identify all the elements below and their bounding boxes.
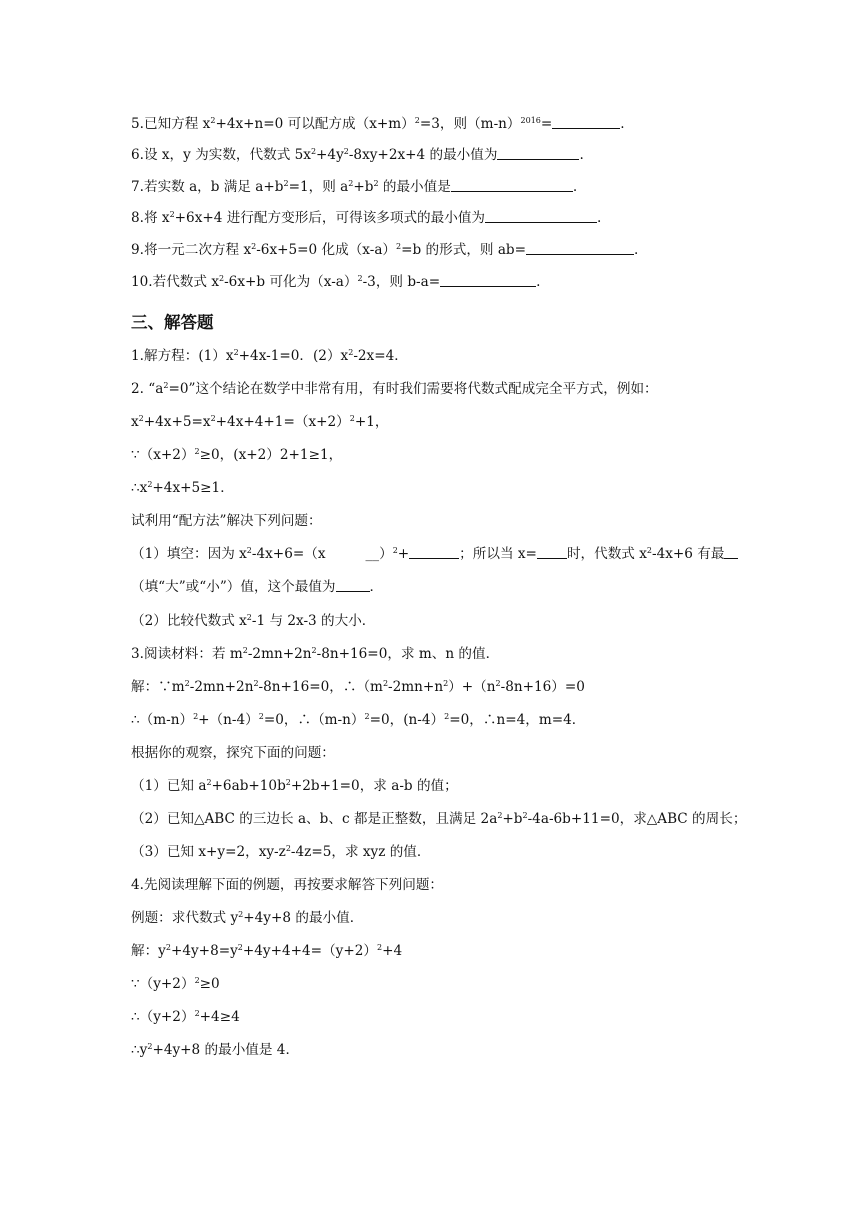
text-run: . [620,116,625,132]
text-run: +6ab+10b [211,778,286,794]
text-run: ∵（y+2） [131,976,195,992]
text-run: （1）填空：因为 x [131,546,247,562]
text-run: =0，∴（m-n） [263,712,365,728]
text-line [131,777,458,795]
text-run: +6x+4 进行配方变形后，可得该多项式的最小值为 [174,210,486,226]
section-heading [131,314,214,332]
text-run: +4y+4+4=（y+2） [242,943,377,959]
text-run: 8.将 x [131,210,170,226]
superscript: 2 [194,976,200,985]
text-line [131,942,402,960]
superscript: 2 [382,679,389,688]
superscript: 2 [443,679,449,688]
text-run: ）+（n [448,679,496,695]
text-run: -1 与 2x-3 的大小． [251,613,376,629]
superscript: 2 [237,943,243,952]
text-run: -6x+b 可化为（x-a） [224,274,358,290]
text-run: -2mn+n [388,679,444,695]
text-run: +（n-4） [198,712,259,728]
text-run: （3）已知 x+y=2，xy-z [131,844,286,860]
superscript: 2 [194,447,200,456]
text-run: 例题：求代数式 y [131,910,239,926]
text-run: +4 [382,943,403,959]
text-line [131,843,430,861]
text-run: 10.若代数式 x [131,274,219,290]
text-run: 时，代数式 x [566,546,647,562]
text-run: =3，则（m-n） [419,116,521,132]
text-line [131,273,540,291]
text-run: -3，则 b-a= [362,274,441,290]
text-run: . [572,179,578,195]
text-run: （2）比较代数式 x [131,613,247,629]
superscript: 2 [414,116,420,125]
text-run: . [597,210,602,226]
text-run: 试利用“配方法”解决下列问题： [131,513,322,529]
text-line [131,744,335,762]
superscript: 2 [165,943,171,952]
superscript: 2 [206,778,212,787]
text-run: + [397,546,410,562]
superscript: 2 [238,910,244,919]
text-line [131,479,234,497]
text-line [131,678,585,696]
superscript: 2 [357,274,363,283]
superscript: 2 [444,712,450,721]
text-run: +4y+8=y [170,943,238,959]
answer-blank [485,209,597,223]
text-run: -4z=5，求 xyz 的值． [290,844,431,860]
superscript: 2 [233,348,239,357]
superscript: 2 [495,679,501,688]
superscript: 2 [285,844,291,853]
superscript: 2 [246,613,252,622]
text-line [131,347,408,365]
superscript: 2 [138,414,144,423]
answer-blank [552,115,620,129]
text-run: -8n+16）=0 [500,679,585,695]
superscript: 2016 [520,116,541,125]
text-run: ∴x [131,480,148,496]
answer-blank [724,545,738,559]
text-run: +4x-1=0．(2）x [238,348,349,364]
text-line [131,1008,240,1026]
text-run: . [634,242,639,258]
text-run: x [131,414,139,430]
superscript: 2 [283,179,289,188]
superscript: 2 [258,712,264,721]
text-run: ∴（m-n） [131,712,194,728]
text-line [131,380,658,398]
text-run: +b [353,179,374,195]
superscript: 2 [522,811,528,820]
text-run: 3.阅读材料：若 m [131,646,243,662]
answer-blank [497,146,579,160]
text-line [131,909,363,927]
text-run: 的最小值是 [378,179,451,195]
text-run: ∴y [131,1042,148,1058]
text-run: ∵（x+2） [131,447,195,463]
text-run: +b [502,811,523,827]
text-run: -4a-6b+11=0，求△ABC 的周长； [527,811,747,827]
superscript: 2 [373,179,379,188]
text-run: （1）已知 a [131,778,207,794]
text-run: 1.解方程：(1）x [131,348,234,364]
text-line [131,512,322,530]
answer-blank [336,578,370,592]
text-run: =1，则 a [288,179,349,195]
text-line [131,209,601,227]
text-run: __） [365,546,393,562]
superscript: 2 [646,546,652,555]
text-line [131,545,738,563]
text-run: =0”这个结论在数学中非常有用，有时我们需要将代数式配成完全平方式，例如： [168,381,658,397]
text-run: -2x=4． [353,348,408,364]
superscript: 2 [348,348,354,357]
text-run: +4y [316,147,344,163]
text-line [131,115,625,133]
text-line [131,446,342,464]
text-run: -4x+6 有最 [652,546,725,562]
superscript: 2 [311,646,317,655]
superscript: 2 [242,646,248,655]
text-run: 根据你的观察，探究下面的问题： [131,745,335,761]
text-line [131,413,388,431]
text-line [131,178,577,196]
text-run: -8n+16=0，∴（m [258,679,383,695]
text-line [131,645,499,663]
answer-blank [409,545,459,559]
superscript: 2 [392,546,398,555]
superscript: 2 [194,1009,200,1018]
text-run: =0，(n-4） [369,712,445,728]
text-line [131,146,584,164]
text-run: +1， [354,414,389,430]
answer-blank [526,241,634,255]
text-run: （2）已知△ABC 的三边长 a、b、c 都是正整数，且满足 2a [131,811,498,827]
text-run: 6.设 x，y 为实数，代数式 5x [131,147,311,163]
text-run: 解：y [131,943,166,959]
superscript: 2 [210,116,216,125]
text-run: -8xy+2x+4 的最小值为 [348,147,498,163]
superscript: 2 [210,414,216,423]
text-run: （填“大”或“小”）值，这个最值为 [131,579,336,595]
text-run: ≥0，(x+2）2+1≥1， [199,447,343,463]
text-run: +4x+5=x [143,414,211,430]
superscript: 2 [364,712,370,721]
text-line [131,711,585,729]
text-line [131,612,375,630]
superscript: 2 [169,210,175,219]
text-run: +4y+8 的最小值是 4． [152,1042,300,1058]
text-run: 9.将一元二次方程 x [131,242,252,258]
text-run: 7.若实数 a，b 满足 a+b [131,179,284,195]
superscript: 2 [163,381,169,390]
text-line [131,975,220,993]
superscript: 2 [343,147,349,156]
superscript: 2 [147,480,153,489]
text-run: ∴（y+2） [131,1009,195,1025]
text-run: ≥0 [199,976,220,992]
text-run: 4.先阅读理解下面的例题，再按要求解答下列问题： [131,877,444,893]
superscript: 2 [251,242,257,251]
text-run: +2b+1=0，求 a-b 的值； [290,778,458,794]
superscript: 2 [396,242,402,251]
superscript: 2 [184,679,190,688]
superscript: 2 [253,679,259,688]
superscript: 2 [246,546,252,555]
text-line [131,578,383,596]
text-run: -2mn+2n [189,679,254,695]
text-run: ． [369,579,384,595]
text-run: ；所以当 x= [459,546,537,562]
text-line [131,810,746,828]
text-run: 三、解答题 [131,313,214,332]
text-run: 解：∵m [131,679,185,695]
superscript: 2 [497,811,503,820]
text-run: -8n+16=0，求 m、n 的值． [316,646,500,662]
answer-blank [440,273,536,287]
text-run: =b 的形式，则 ab= [401,242,527,258]
superscript: 2 [349,414,355,423]
superscript: 2 [376,943,383,952]
superscript: 2 [348,179,354,188]
answer-blank [537,545,567,559]
superscript: 2 [193,712,199,721]
answer-blank [326,546,366,559]
superscript: 2 [310,147,317,156]
text-run: -6x+5=0 化成（x-a） [256,242,397,258]
answer-blank [451,178,573,192]
superscript: 2 [147,1042,153,1051]
superscript: 2 [218,274,225,283]
text-line [131,241,638,259]
text-run: =0，∴n=4，m=4． [449,712,586,728]
superscript: 2 [285,778,291,787]
text-run: -2mn+2n [247,646,312,662]
text-run: +4≥4 [199,1009,240,1025]
text-run: +4y+8 的最小值． [243,910,364,926]
text-line [131,876,443,894]
text-run: +4x+4+1=（x+2） [215,414,350,430]
text-run: +4x+n=0 可以配方成（x+m） [215,116,415,132]
text-run: 5.已知方程 x [131,116,211,132]
text-run: -4x+6=（x [251,546,326,562]
text-run: +4x+5≥1． [152,480,234,496]
text-run: = [540,116,553,132]
text-line [131,1041,299,1059]
text-run: . [536,274,541,290]
text-run: 2. “a [131,381,164,397]
text-run: . [579,147,584,163]
